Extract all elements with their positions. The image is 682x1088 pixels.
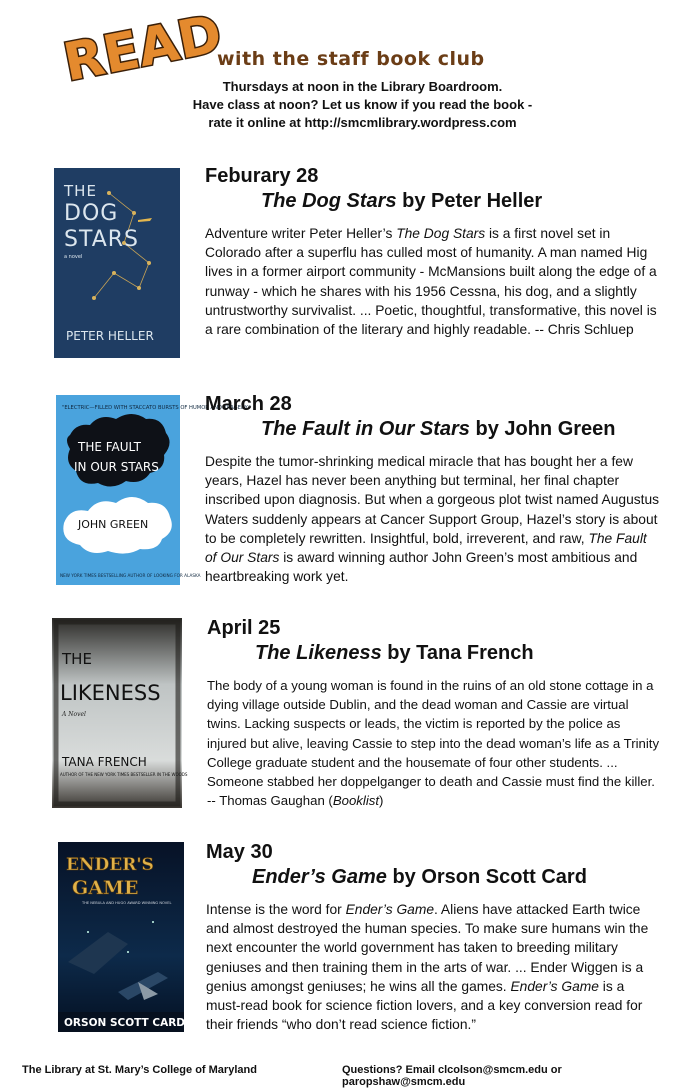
book-title <box>252 864 661 890</box>
cover-sub: THE NEBULA AND HUGO AWARD WINNING NOVEL <box>82 901 172 905</box>
book-author: by Peter Heller <box>396 190 543 212</box>
cover-bottom: NEW YORK TIMES BESTSELLING AUTHOR OF LOOKING FOR ALASKA <box>60 573 201 578</box>
intro-line: rate it online at http://smcmlibrary.wordpress.com <box>208 115 517 130</box>
book-entry <box>207 616 662 810</box>
book-title <box>261 188 660 214</box>
cover-author: PETER HELLER <box>66 329 154 343</box>
cover-sub: a novel <box>64 254 83 260</box>
book-entry <box>206 840 661 1034</box>
book-cover-fault-in-our-stars <box>56 395 251 585</box>
book-description <box>206 900 661 1034</box>
cover-title-line: IN OUR STARS <box>74 460 159 474</box>
intro-text <box>170 78 555 132</box>
desc-text: is a first novel set in Colorado after a superflu has culled most of humanity. A man named Hig lives in a former airport community - McMansions built along the edge of a runway - which he shares with his 1956 Cessna, his dog, and a slightly untrustworthy survivalist. ... Poetic, thoughtful, transformative, this novel is a rare combination of the literary and highly readable. -- Chris Schluep <box>205 226 657 338</box>
desc-text: ) <box>379 793 384 809</box>
cover-title-line: ENDER'S <box>66 855 154 875</box>
cover-title-line: GAME <box>72 877 139 899</box>
book-description <box>205 224 660 339</box>
book-author: by Orson Scott Card <box>386 866 587 888</box>
cover-title-line: STARS <box>64 227 139 252</box>
cover-title-line: THE <box>62 650 92 668</box>
desc-text: Booklist <box>332 793 380 809</box>
book-description <box>207 676 662 810</box>
cover-title-line: THE <box>64 182 97 200</box>
logo-read-text: READ <box>58 4 227 94</box>
footer-library: The Library at St. Mary’s College of Maryland <box>22 1064 257 1076</box>
cover-title-line: THE FAULT <box>78 440 141 454</box>
book-cover-enders-game <box>58 842 184 1032</box>
book-date: May 30 <box>206 841 273 863</box>
desc-text: Adventure writer Peter Heller’s <box>205 226 397 241</box>
cover-title-line: LIKENESS <box>60 681 161 705</box>
cover-title-line: DOG <box>64 201 119 226</box>
book-entry <box>205 392 660 586</box>
cover-bottom: AUTHOR OF THE NEW YORK TIMES BESTSELLER IN THE WOODS <box>60 772 188 777</box>
desc-text: Ender’s Game <box>510 978 599 994</box>
cover-quote: "ELECTRIC—FILLED WITH STACCATO BURSTS OF HUMOR AND TRAGEDY." <box>62 405 251 411</box>
book-author: by Tana French <box>381 642 534 664</box>
desc-text: The Fault of Our Stars <box>205 530 647 566</box>
desc-text: is a must-read book for science fiction lovers, and a key conversion read for their friends “who don’t read science fiction.” <box>206 978 643 1033</box>
book-title-text: The Likeness <box>255 642 382 664</box>
cover-author: JOHN GREEN <box>78 518 149 531</box>
book-title-text: The Fault in Our Stars <box>261 418 470 440</box>
desc-text: Despite the tumor-shrinking medical miracle that has bought her a few years, Hazel has never been anything but terminal, her final chapter inscribed upon diagnosis. But when a gorgeous plot twist named Augustus Waters suddenly appears at Cancer Support Group, Hazel’s story is about to be completely rewritten. Insightful, bold, irreverent, and raw, <box>205 454 660 546</box>
book-title <box>261 416 660 442</box>
book-author: by John Green <box>469 418 616 440</box>
book-cover-dog-stars <box>54 168 180 358</box>
cover-author: TANA FRENCH <box>62 755 147 769</box>
book-entry <box>205 164 660 339</box>
desc-text: is award winning author John Green’s most ambitious and heartbreaking work yet. <box>205 550 638 585</box>
footer-contact: Questions? Email clcolson@smcm.edu or paropshaw@smcm.edu <box>342 1064 562 1088</box>
intro-line: Thursdays at noon in the Library Boardroom. <box>222 79 503 94</box>
desc-text: Ender’s Game <box>345 902 435 917</box>
book-cover-likeness <box>52 618 188 808</box>
book-date: Feburary 28 <box>205 165 319 187</box>
desc-text: . Aliens have attacked Earth twice and almost destroyed the human species. To make sure humans win the next encounter the world government has taken to breeding military geniuses and then training them in the arts of war. ... Ender Wiggen is a genius amongst geniuses; he wins all the games. <box>206 902 649 994</box>
book-date: March 28 <box>205 393 292 415</box>
desc-text: The Dog Stars <box>396 226 486 241</box>
tagline: with the staff book club <box>217 48 485 70</box>
cover-author: ORSON SCOTT CARD <box>64 1017 185 1029</box>
book-date: April 25 <box>207 617 281 639</box>
book-title-text: Ender’s Game <box>252 866 387 888</box>
desc-text: Intense is the word for <box>206 902 346 917</box>
book-title-text: The Dog Stars <box>261 190 397 212</box>
cover-sub: A Novel <box>62 711 86 718</box>
book-title <box>255 640 662 666</box>
intro-line: Have class at noon? Let us know if you read the book - <box>192 97 533 112</box>
read-logo <box>55 4 230 94</box>
book-description <box>205 452 660 586</box>
desc-text: The body of a young woman is found in the ruins of an old stone cottage in a dying village outside Dublin, and the dead woman and Cassie are virtual twins. Lacking suspects or leads, the victim is reported by the police as injured but alive, leaving Cassie to step into the dead woman’s life as a Trinity College graduate student and the housemate of four other students. ... Someone stabbed her doppelganger to death and Cassie must find the killer. -- Thomas Gaughan ( <box>207 678 660 809</box>
